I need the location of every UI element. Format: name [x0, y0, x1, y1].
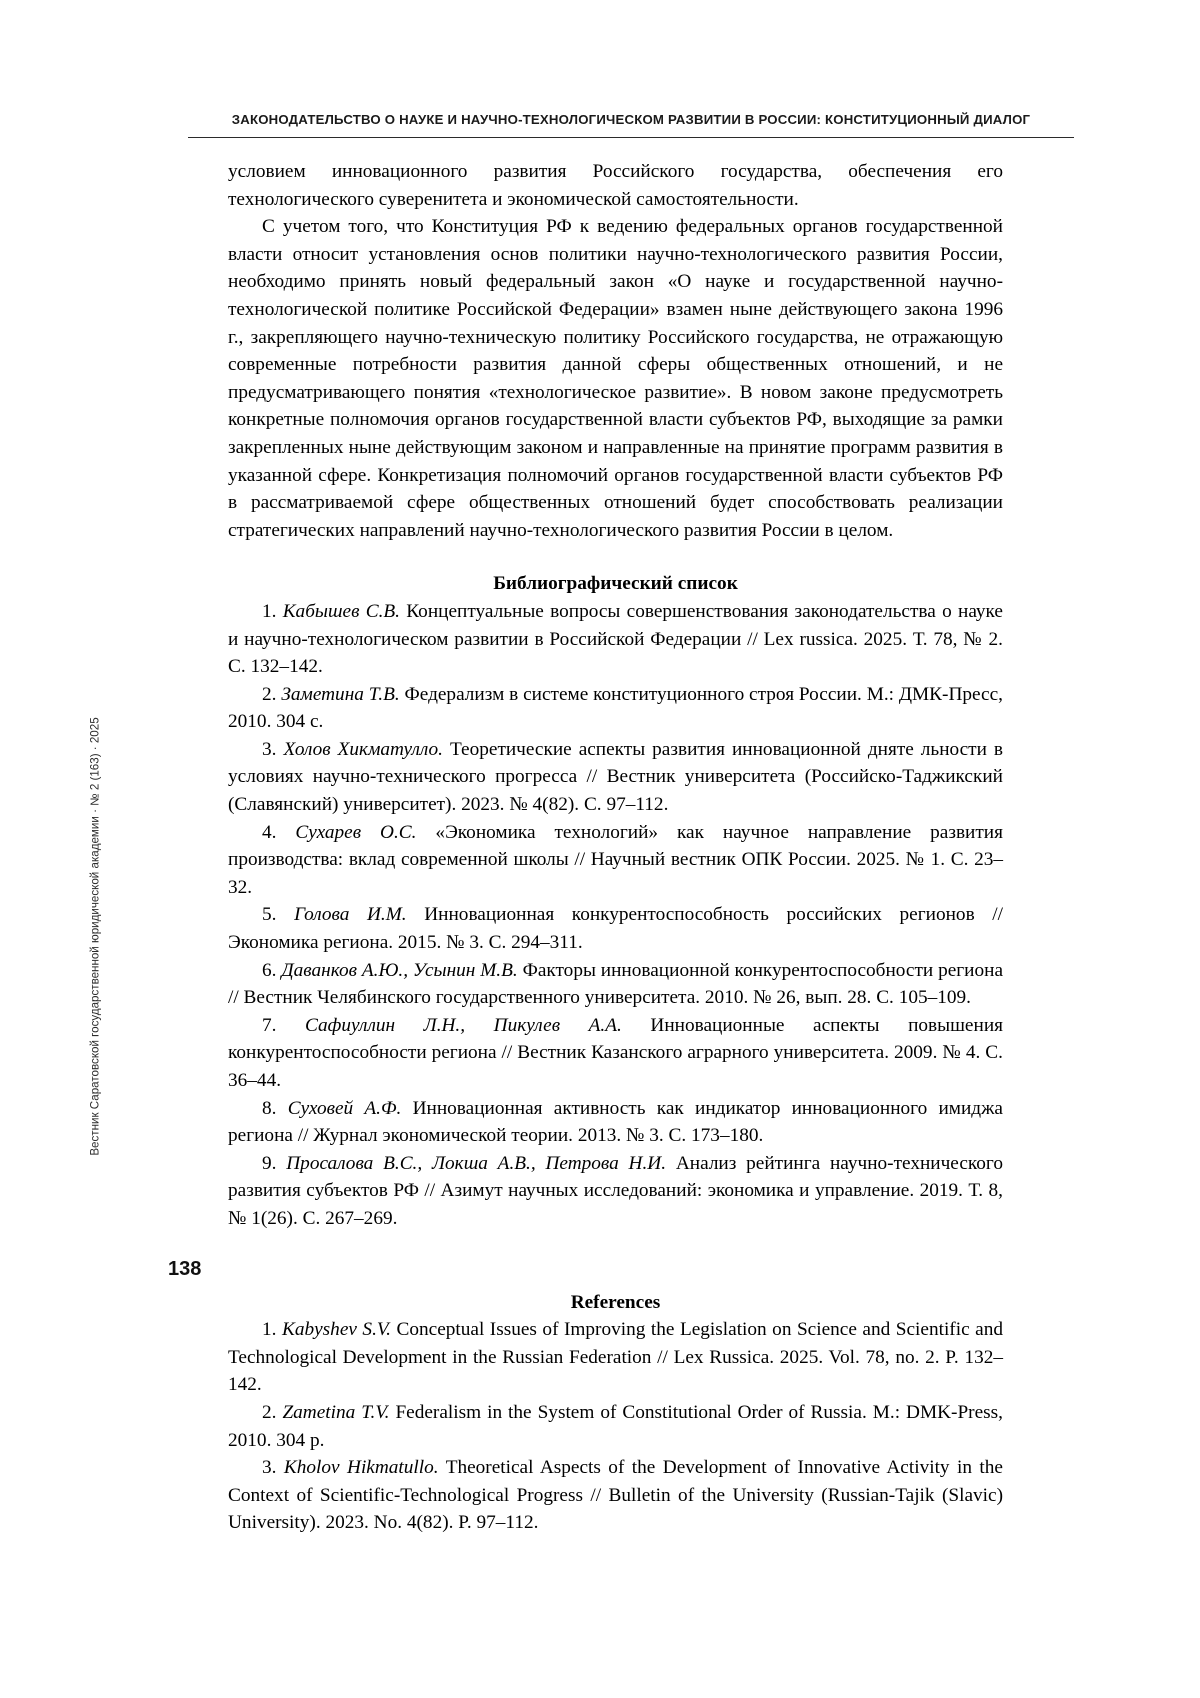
bibliography-item [228, 1150, 1003, 1233]
item-text: Факторы инновационной конкурентоспособности региона // Вестник Челябинского государственного университета. 2010. № 26, вып. 28. С. 105–109. [228, 959, 1004, 1009]
item-number: 9. [262, 1152, 277, 1174]
item-text: Теоретические аспекты развития инновационной дняте льности в условиях научно-технического прогресса // Вестник университета (Российско-Таджикский (Славянский) университет). 2023. № 4(82). С. 97–112. [228, 738, 1004, 816]
item-number: 1. [262, 600, 277, 622]
item-author: Сухарев О.С. [295, 821, 417, 843]
journal-side-caption: Вестник Саратовской государственной юридической академии · № 2 (163) · 2025 [88, 717, 102, 1156]
item-text: Инновационная активность как индикатор инновационного имиджа региона // Журнал экономической теории. 2013. № 3. С. 173–180. [228, 1097, 1003, 1147]
item-text: Federalism in the System of Constitutional Order of Russia. M.: DMK-Press, 2010. 304 p. [228, 1401, 1003, 1451]
body-paragraph-1: условием инновационного развития Российского государства, обеспечения его технологического суверенитета и экономической самостоятельности. [228, 161, 1003, 210]
page-number: 138 [168, 1258, 202, 1280]
item-number: 2. [262, 683, 277, 705]
bibliography-item [228, 598, 1003, 681]
item-text: Федерализм в системе конституционного строя России. М.: ДМК-Пресс, 2010. 304 с. [228, 683, 1003, 733]
reference-item [228, 1399, 1003, 1454]
item-author: Голова И.М. [294, 904, 407, 926]
bibliography-item [228, 1095, 1003, 1150]
item-number: 8. [262, 1097, 277, 1119]
item-author: Просалова В.С., Локша А.В., Петрова Н.И. [286, 1152, 667, 1174]
bibliography-heading: Библиографический список [493, 573, 738, 595]
item-text: «Экономика технологий» как научное направление развития производства: вклад современной школы // Научный вестник ОПК России. 2025. № 1. С. 23–32. [228, 821, 1003, 898]
item-number: 3. [262, 1457, 277, 1479]
bibliography-item [228, 957, 1003, 1012]
running-head: ЗАКОНОДАТЕЛЬСТВО О НАУКЕ И НАУЧНО-ТЕХНОЛОГИЧЕСКОМ РАЗВИТИИ В РОССИИ: КОНСТИТУЦИОННЫЙ ДИАЛОГ [231, 112, 1031, 127]
item-text: Theoretical Aspects of the Development of Innovative Activity in the Context of Scientific-Technological Progress // Bulletin of the University (Russian-Tajik (Slavic) University). 2023. No. 4(82). P. 97–112. [228, 1457, 1003, 1534]
item-author: Сафиуллин Л.Н., Пикулев А.А. [305, 1014, 622, 1036]
item-number: 1. [262, 1319, 277, 1341]
reference-item [228, 1316, 1003, 1399]
bibliography-item [228, 1012, 1003, 1095]
item-text: Инновационная конкурентоспособность российских регионов // Экономика региона. 2015. № 3. С. 294–311. [228, 904, 1003, 954]
item-text: Анализ рейтинга научно-технического развития субъектов РФ // Азимут научных исследований: экономика и управление. 2019. Т. 8, № 1(26). С. 267–269. [228, 1152, 1003, 1229]
references-heading: References [570, 1291, 661, 1313]
item-text: Инновационные аспекты повышения конкурентоспособности региона // Вестник Казанского аграрного университета. 2009. № 4. С. 36–44. [228, 1014, 1004, 1091]
body-paragraph-2: С учетом того, что Конституция РФ к ведению федеральных органов государственной власти относит установления основ политики научно-технологического развития России, необходимо принять новый федеральный закон «О науке и государственной научно-технологической политике Российской Федерации» взамен ныне действующего закона 1996 г., закрепляющего научно-техническую политику Российского государства, не отражающую современные потребности развития данной сферы общественных отношений, и не предусматривающего понятия «технологическое развитие». В новом законе предусмотреть конкретные полномочия органов государственной власти субъектов РФ, выходящие за рамки закрепленных ныне действующим законом и направленные на принятие программ развития в указанной сфере. Конкретизация полномочий органов государственной власти субъектов РФ в рассматриваемой сфере общественных отношений будет способствовать реализации стратегических направлений научно-технологического развития России в целом. [228, 216, 1003, 541]
item-author: Холов Хикматулло. [283, 738, 444, 760]
item-number: 2. [262, 1401, 277, 1423]
item-author: Заметина Т.В. [281, 683, 400, 705]
bibliography-item [228, 681, 1003, 736]
text-column [228, 158, 1003, 1537]
reference-item [228, 1454, 1003, 1537]
item-text: Conceptual Issues of Improving the Legislation on Science and Scientific and Technological Development in the Russian Federation // Lex Russica. 2025. Vol. 78, no. 2. P. 132–142. [228, 1319, 1003, 1396]
bibliography-item [228, 736, 1003, 819]
bibliography-item [228, 819, 1003, 902]
item-number: 4. [262, 821, 277, 843]
bibliography-list [228, 598, 1003, 1233]
item-author: Zametina T.V. [282, 1401, 390, 1423]
item-number: 5. [262, 904, 277, 926]
item-author: Суховей А.Ф. [287, 1097, 402, 1119]
item-author: Kabyshev S.V. [281, 1319, 391, 1341]
item-number: 7. [262, 1014, 277, 1036]
bibliography-item [228, 901, 1003, 956]
item-number: 6. [262, 959, 277, 981]
item-number: 3. [262, 738, 277, 760]
header-rule [188, 137, 1074, 138]
item-author: Даванков А.Ю., Усынин М.В. [281, 959, 518, 981]
item-text: Концептуальные вопросы совершенствования законодательства о науке и научно-технологическом развитии в Российской Федерации // Lex russica. 2025. Т. 78, № 2. С. 132–142. [228, 600, 1003, 678]
item-author: Кабышев С.В. [282, 600, 400, 622]
item-author: Kholov Hikmatullo. [283, 1457, 439, 1479]
references-list [228, 1316, 1003, 1537]
